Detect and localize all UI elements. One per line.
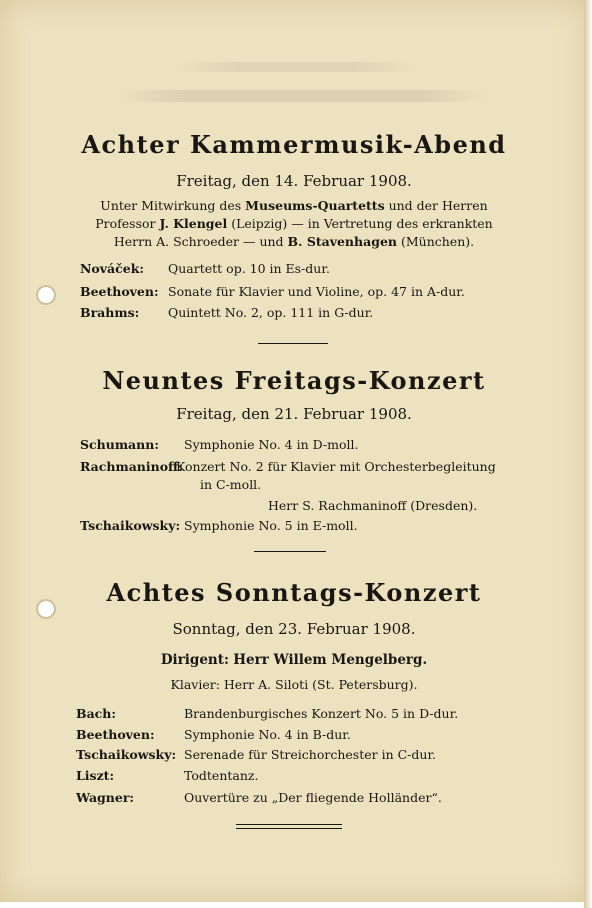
artist-name: J. Klengel [159, 216, 228, 231]
work-continuation: in C-moll. [200, 477, 262, 492]
composer: Nováček: [80, 261, 144, 276]
conductor-line [0, 652, 588, 668]
performers-line-3 [0, 234, 588, 249]
composer: Brahms: [80, 305, 140, 320]
text: und der Herren [384, 198, 488, 213]
soloist: Herr S. Rachmaninoff (Dresden). [268, 498, 478, 513]
composer: Rachmaninoff: [80, 459, 183, 474]
conductor-name: Herr Willem Mengelberg. [233, 652, 428, 668]
divider [258, 343, 328, 344]
bleed-through [0, 62, 592, 72]
ensemble-name: Museums-Quartetts [245, 198, 385, 213]
work: Sonate für Klavier und Violine, op. 47 in A-dur. [168, 284, 465, 299]
section1-title: Achter Kammermusik-Abend [81, 130, 507, 159]
work: Symphonie No. 4 in B-dur. [184, 727, 351, 742]
composer: Liszt: [76, 768, 115, 783]
artist-name: B. Stavenhagen [287, 234, 397, 249]
composer: Schumann: [80, 437, 159, 452]
punch-hole [36, 285, 56, 305]
work: Quintett No. 2, op. 111 in G-dur. [168, 305, 374, 320]
work: Symphonie No. 4 in D-moll. [184, 437, 359, 452]
text: Herrn A. Schroeder — und [113, 234, 288, 249]
divider [236, 824, 342, 825]
composer: Tschaikowsky: [76, 747, 177, 762]
composer: Wagner: [76, 790, 135, 805]
composer: Tschaikowsky: [80, 518, 181, 533]
work: Konzert No. 2 für Klavier mit Orchesterbegleitung [176, 459, 496, 474]
section3-date: Sonntag, den 23. Februar 1908. [172, 620, 416, 638]
conductor-label: Dirigent: [160, 652, 229, 668]
text: Unter Mitwirkung des [100, 198, 246, 213]
piano-line: Klavier: Herr A. Siloti (St. Petersburg). [170, 677, 418, 692]
composer: Bach: [76, 706, 116, 721]
section1-date: Freitag, den 14. Februar 1908. [176, 172, 412, 190]
section3-title: Achtes Sonntags-Konzert [106, 578, 482, 607]
work: Symphonie No. 5 in E-moll. [184, 518, 358, 533]
text: (Leipzig) — in Vertretung des erkrankten [227, 216, 493, 231]
composer: Beethoven: [80, 284, 159, 299]
section2-title: Neuntes Freitags-Konzert [102, 366, 486, 395]
composer: Beethoven: [76, 727, 155, 742]
text: Professor [95, 216, 160, 231]
section2-date: Freitag, den 21. Februar 1908. [176, 405, 412, 423]
work: Quartett op. 10 in Es-dur. [168, 261, 330, 276]
performers-line-2 [0, 216, 588, 231]
work: Ouvertüre zu „Der fliegende Holländer“. [184, 790, 442, 805]
work: Serenade für Streichorchester in C-dur. [184, 747, 437, 762]
divider [236, 828, 342, 829]
work: Todtentanz. [184, 768, 259, 783]
bleed-through [0, 90, 592, 102]
divider [254, 551, 326, 552]
text: (München). [397, 234, 475, 249]
work: Brandenburgisches Konzert No. 5 in D-dur. [184, 706, 459, 721]
performers-line-1 [0, 198, 588, 213]
